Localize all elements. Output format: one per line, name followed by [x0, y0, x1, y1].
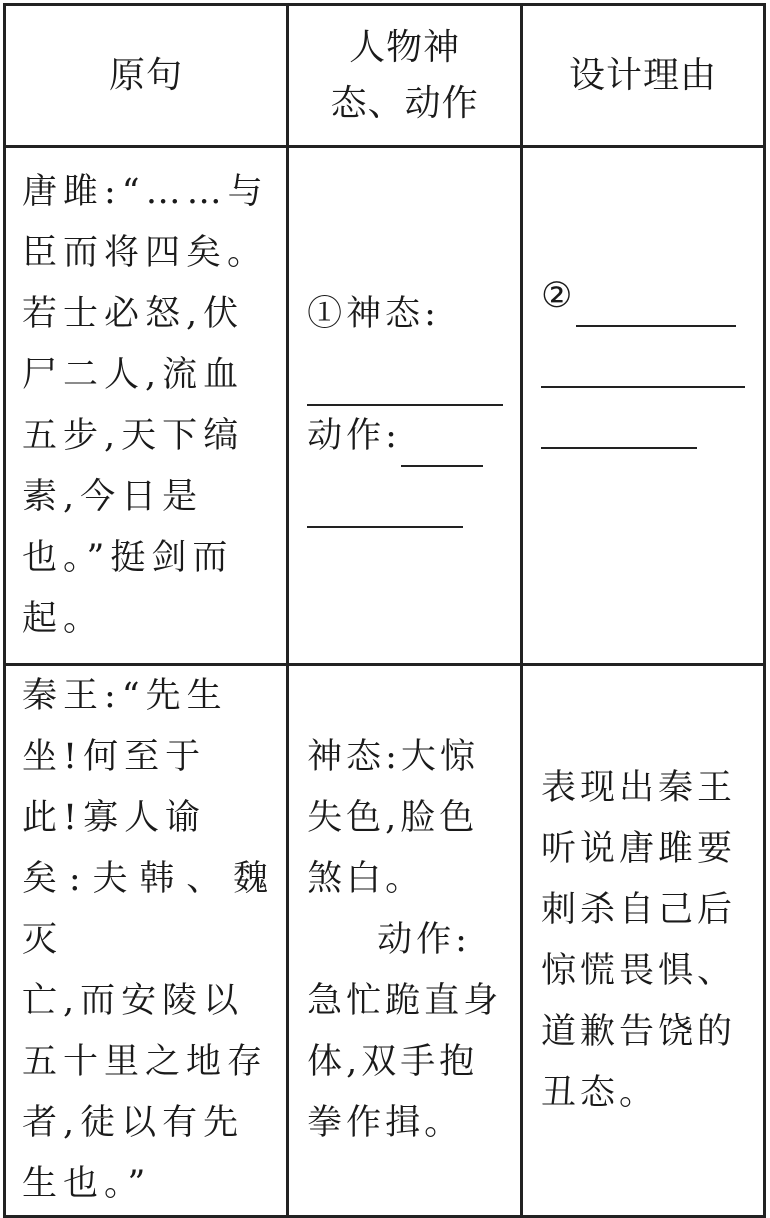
row1-expression-action — [288, 147, 522, 665]
row2-expression-action — [288, 665, 522, 1217]
header-reason-text: 设计理由 — [569, 54, 718, 96]
row2-reason-line: 听说唐雎要 — [541, 828, 737, 869]
reason-blank-end[interactable] — [541, 407, 697, 449]
row2-original-line: 矣:夫韩、魏灭 — [22, 859, 275, 960]
row2-original — [5, 665, 288, 1217]
header-reason — [522, 5, 765, 147]
row1-original-line: 也。”挺剑而 — [22, 537, 234, 578]
header-row — [5, 5, 765, 147]
table-row — [5, 665, 765, 1217]
header-expression-line1: 人物神 — [349, 26, 461, 68]
row1-original-line: 素,今日是 — [22, 476, 204, 517]
action-blank-continued[interactable] — [307, 486, 463, 528]
header-original — [5, 5, 288, 147]
row2-action-line: 拳作揖。 — [307, 1103, 464, 1143]
header-expression-line2: 态、动作 — [330, 82, 479, 124]
row2-expression-line: 神态:大惊 — [307, 737, 479, 777]
header-original-text: 原句 — [109, 54, 184, 96]
expression-label: ①神态: — [307, 293, 440, 334]
row2-original-line: 秦王:“先生 — [22, 676, 228, 716]
row2-reason-line: 表现出秦王 — [541, 767, 737, 808]
row2-action-line: 体,双手抱 — [307, 1042, 479, 1082]
row2-expression-line: 煞白。 — [307, 859, 425, 899]
row2-original-line: 此!寡人谕 — [22, 798, 207, 838]
reason-blank-continued[interactable] — [541, 346, 745, 388]
row2-original-line: 五十里之地存 — [22, 1042, 269, 1082]
row2-action-line: 急忙跪直身 — [307, 981, 503, 1021]
row1-original-line: 若士必怒,伏 — [22, 293, 245, 334]
row2-reason-line: 惊慌畏惧、 — [541, 950, 737, 991]
row1-original-line: 五步,天下缟 — [22, 415, 245, 456]
row1-original — [5, 147, 288, 665]
action-label: 动作: — [307, 415, 401, 456]
row2-reason-line: 道歉告饶的 — [541, 1011, 737, 1052]
row2-reason — [522, 665, 765, 1217]
reason-blank[interactable] — [576, 285, 736, 327]
row2-original-line: 生也。” — [22, 1164, 152, 1204]
reason-label: ② — [541, 276, 577, 316]
row2-reason-line: 刺杀自己后 — [541, 889, 737, 930]
question-table — [3, 3, 766, 1218]
row1-original-line: 唐雎:“……与 — [22, 171, 269, 212]
row1-original-line: 尸二人,流血 — [22, 354, 245, 395]
header-expression-action — [288, 5, 522, 147]
row2-original-line: 坐!何至于 — [22, 737, 207, 777]
row1-reason — [522, 147, 765, 665]
row2-reason-line: 丑态。 — [541, 1072, 659, 1113]
row2-expression-line: 失色,脸色 — [307, 798, 479, 838]
row2-action-label: 动作: — [377, 920, 471, 960]
row2-original-line: 亡,而安陵以 — [22, 981, 245, 1021]
table-row — [5, 147, 765, 665]
row1-original-line: 臣而将四矣。 — [22, 232, 269, 273]
action-blank[interactable] — [401, 425, 483, 467]
expression-blank[interactable] — [307, 364, 503, 406]
row2-original-line: 者,徒以有先 — [22, 1103, 245, 1143]
row1-original-line: 起。 — [22, 598, 105, 639]
